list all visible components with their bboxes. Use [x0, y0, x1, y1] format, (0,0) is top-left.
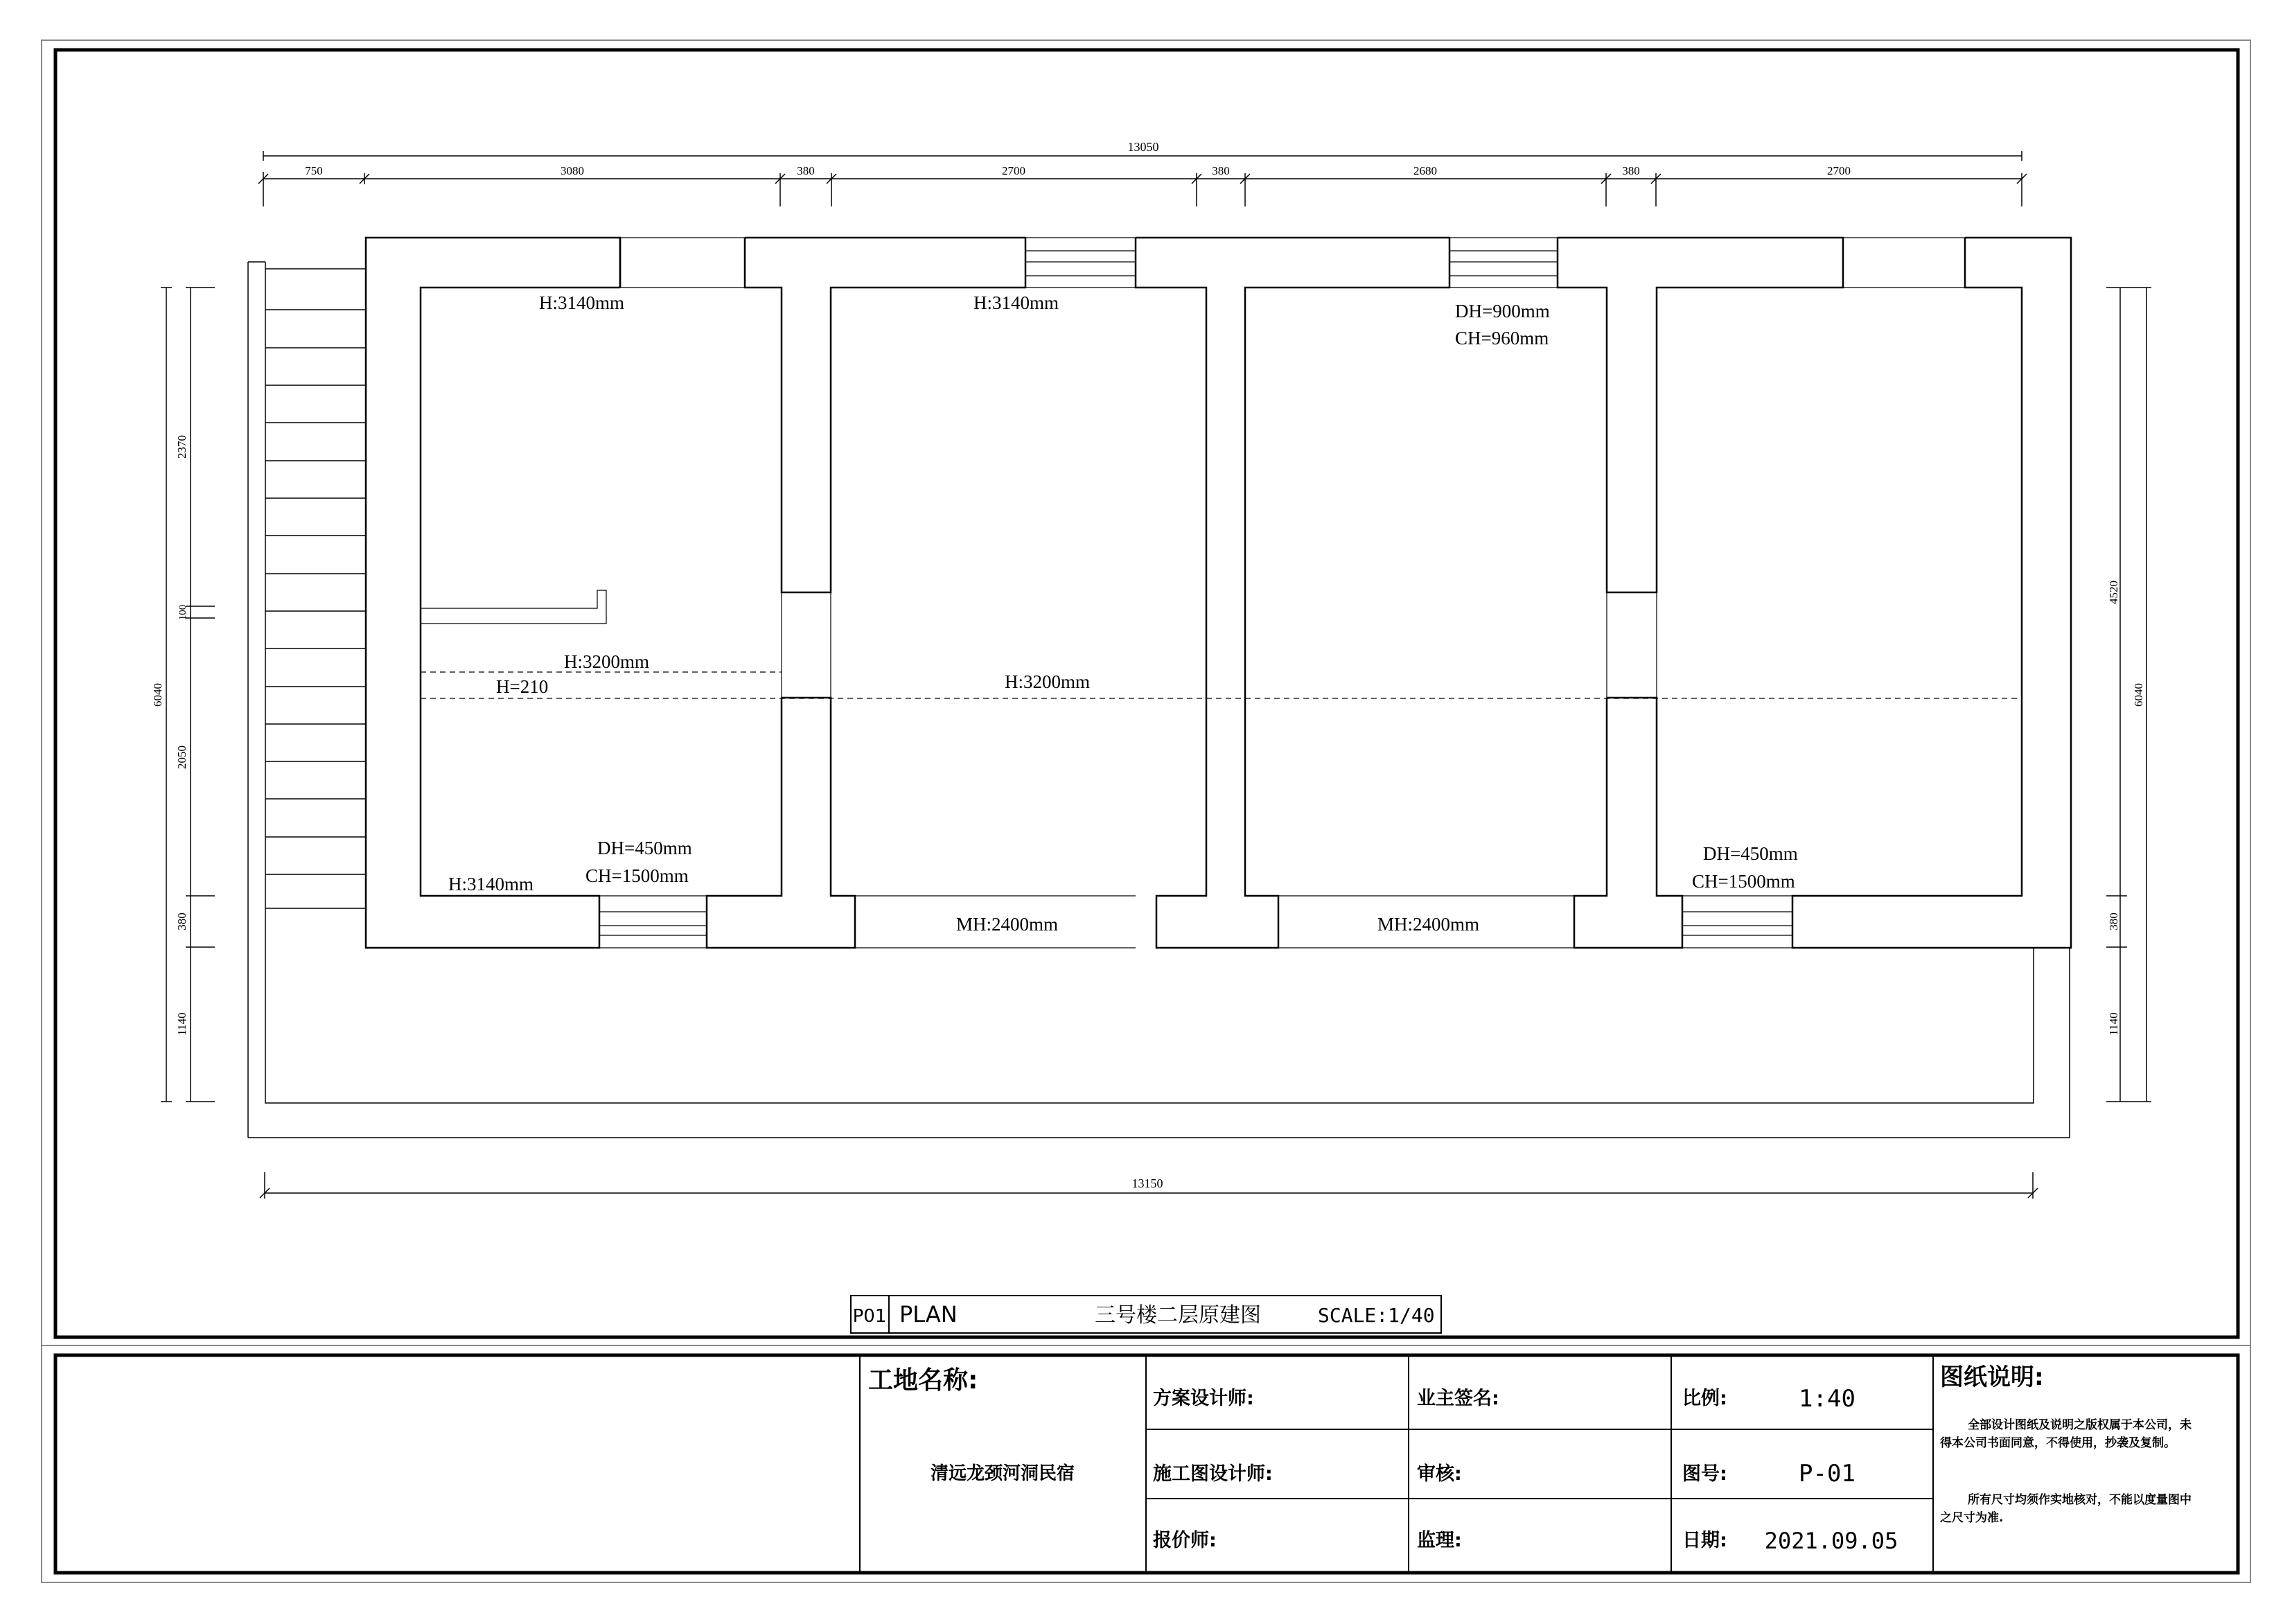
scheme-designer-label: 方案设计师:: [1153, 1388, 1254, 1409]
plan-name: 三号楼二层原建图: [1095, 1303, 1261, 1327]
date-value: 2021.09.05: [1764, 1528, 1898, 1554]
dim-right-seg-1: 4520: [2107, 581, 2120, 604]
scale-label: 比例:: [1682, 1388, 1727, 1409]
dim-left-seg-1: 2370: [175, 435, 188, 459]
label-h3200-mid: H:3200mm: [1005, 671, 1091, 692]
outer-sheet-border: [42, 40, 2250, 1582]
owner-sign-label: 业主签名:: [1417, 1388, 1499, 1409]
label-ch960: CH=960mm: [1455, 328, 1549, 348]
label-h210: H=210: [496, 676, 549, 697]
quoter-label: 报价师:: [1153, 1530, 1217, 1551]
drawing-no-value: P-01: [1799, 1460, 1855, 1488]
dim-top-seg-7: 380: [1622, 164, 1640, 177]
top-dimensions: [258, 151, 2027, 206]
dim-top-seg-8: 2700: [1827, 164, 1851, 177]
label-dh450-left: DH=450mm: [597, 838, 692, 858]
dim-top-seg-6: 2680: [1413, 164, 1437, 177]
dim-top-seg-5: 380: [1212, 164, 1230, 177]
note2-line1: 所有尺寸均须作实地核对，不能以度量图中: [1968, 1493, 2192, 1507]
label-mh2400-a: MH:2400mm: [956, 914, 1059, 935]
review-label: 审核:: [1417, 1463, 1462, 1485]
dim-right-seg-3: 1140: [2107, 1012, 2120, 1036]
scale-value: 1:40: [1799, 1385, 1855, 1413]
label-dh900: DH=900mm: [1455, 301, 1550, 321]
label-mh2400-b: MH:2400mm: [1377, 914, 1480, 935]
label-ch1500-left: CH=1500mm: [585, 865, 689, 886]
note1-line1: 全部设计图纸及说明之版权属于本公司，未: [1968, 1418, 2192, 1432]
dim-left-seg-4: 380: [175, 912, 188, 930]
balcony-outline: [248, 908, 2070, 1138]
left-dimensions: [161, 288, 215, 1102]
label-h3200-left: H:3200mm: [564, 651, 650, 672]
label-h3140-top-mid: H:3140mm: [973, 292, 1059, 313]
plan-scale: SCALE:1/40: [1318, 1304, 1435, 1327]
dim-left-seg-3: 2050: [175, 745, 188, 769]
dim-top-total: 13050: [1127, 140, 1159, 154]
annotations: [448, 292, 1798, 935]
dim-top-seg-3: 380: [797, 164, 815, 177]
notes-title: 图纸说明:: [1940, 1363, 2044, 1391]
plan-label: PLAN: [899, 1301, 958, 1327]
drawing-frame: [55, 50, 2238, 1337]
label-ch1500-right: CH=1500mm: [1692, 871, 1795, 892]
beam-lines: [421, 672, 2022, 698]
label-h3140-bottom: H:3140mm: [448, 874, 534, 894]
construction-designer-label: 施工图设计师:: [1153, 1463, 1273, 1485]
site-label: 工地名称:: [868, 1366, 978, 1395]
site-value: 清远龙颈河洞民宿: [930, 1463, 1075, 1484]
date-label: 日期:: [1682, 1530, 1727, 1551]
title-block-text: [868, 1363, 2192, 1554]
dim-right-seg-2: 380: [2107, 912, 2120, 930]
label-dh450-right: DH=450mm: [1703, 843, 1798, 864]
dim-top-seg-1: 750: [305, 164, 323, 177]
dim-right-outer: 6040: [2132, 683, 2145, 707]
note2-line2: 之尺寸为准.: [1940, 1511, 2004, 1525]
dim-top-seg-4: 2700: [1002, 164, 1025, 177]
supervision-label: 监理:: [1417, 1530, 1462, 1551]
dim-top-seg-2: 3080: [561, 164, 584, 177]
label-h3140-top-left: H:3140mm: [539, 292, 625, 313]
dim-left-seg-2: 100: [177, 604, 188, 621]
drawing-no-label: 图号:: [1682, 1463, 1727, 1485]
dim-left-seg-5: 1140: [175, 1012, 188, 1036]
plan-code: P01: [852, 1306, 887, 1327]
plan-title-bar: [851, 1296, 1441, 1333]
dim-left-outer: 6040: [151, 683, 164, 707]
dim-bottom-total: 13150: [1131, 1176, 1163, 1190]
note1-line2: 得本公司书面同意，不得使用，抄袭及复制。: [1940, 1436, 2176, 1450]
